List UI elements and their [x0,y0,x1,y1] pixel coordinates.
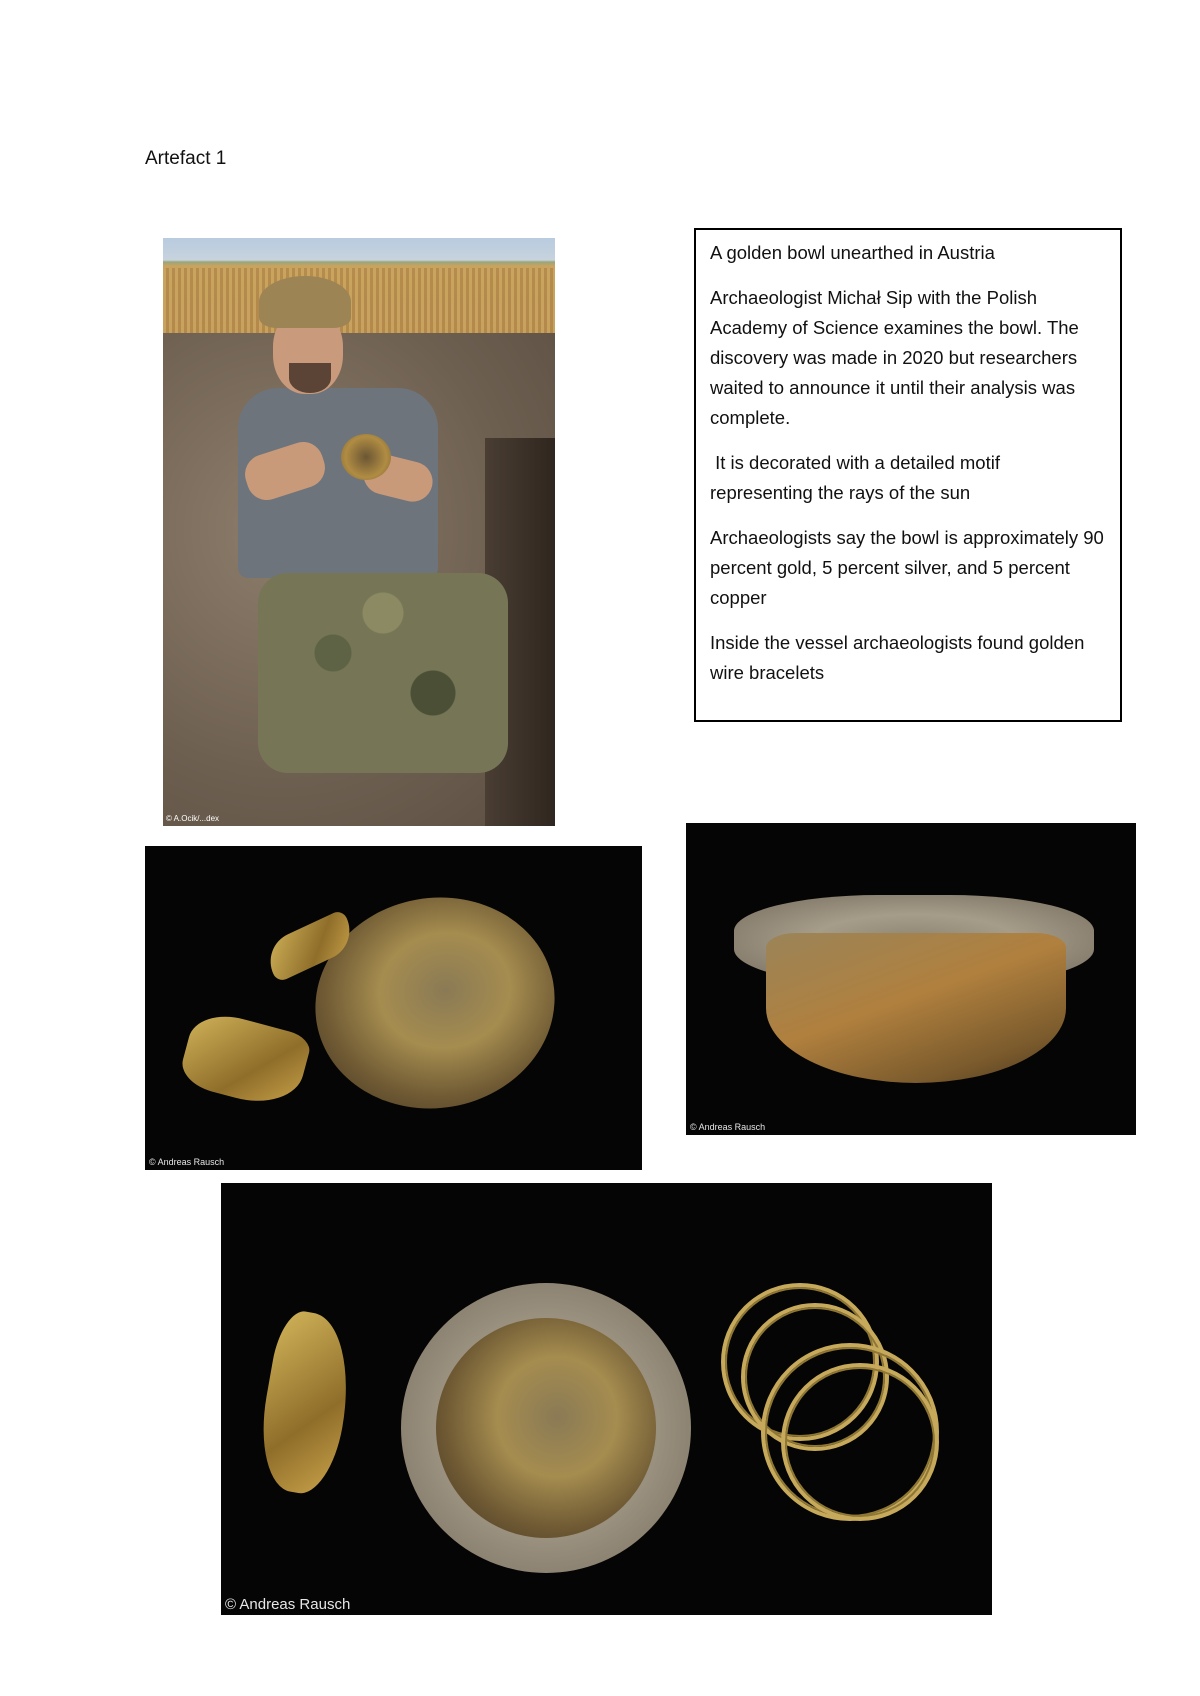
info-paragraph: It is decorated with a detailed motif representing the rays of the sun [710,452,1006,503]
info-paragraph: Archaeologists say the bowl is approximately 90 percent gold, 5 percent silver, and 5 percent copper [710,527,1104,608]
wheat-field [163,268,555,338]
photo-credit: © Andreas Rausch [149,1157,225,1167]
archaeologist-photo [163,238,555,826]
cap [259,276,351,328]
bowl-interior [436,1318,656,1538]
bowl-bracelets-photo [221,1183,992,1615]
info-paragraph: Archaeologist Michał Sip with the Polish Academy of Science examines the bowl. The discovery was made in 2020 but researchers waited to announce it until their analysis was complete. [710,287,1079,428]
held-bowl [341,434,391,480]
gold-fragment [251,1307,361,1498]
info-box [694,228,1122,722]
bowl-side-photo [686,823,1136,1135]
gold-fragment [177,1007,313,1113]
photo-credit: © Andreas Rausch [225,1596,351,1613]
photo-credit: © Andreas Rausch [690,1122,766,1132]
info-paragraph: Inside the vessel archaeologists found golden wire bracelets [710,632,1085,683]
bracelet [781,1363,939,1521]
beard [289,363,331,393]
document-heading: Artefact 1 [145,148,227,169]
bowl-top-photo [145,846,642,1170]
bowl [766,933,1066,1083]
photo-credit: © A.Ocik/...dex [166,814,220,823]
camo-pants [258,573,508,773]
info-title: A golden bowl unearthed in Austria [710,242,995,263]
